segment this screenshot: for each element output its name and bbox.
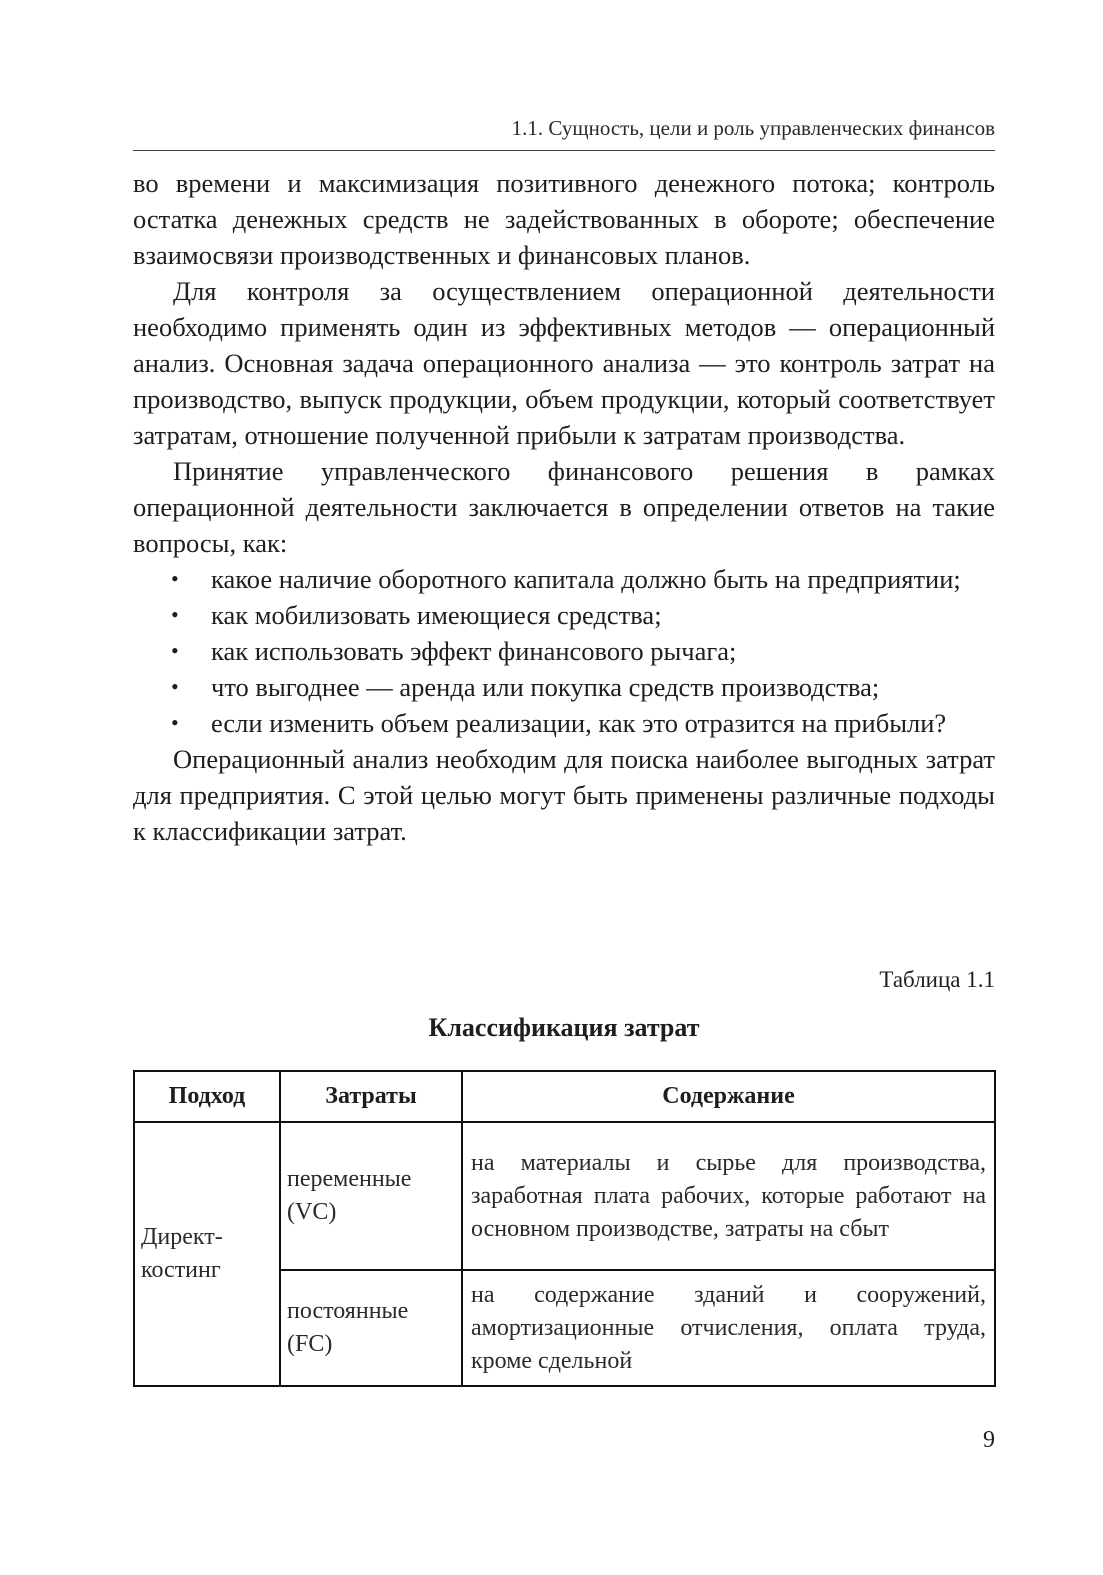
cost-type-cell: постоянные (FC): [280, 1270, 462, 1386]
bullet-icon: •: [171, 602, 179, 627]
list-item-text: как мобилизовать имеющиеся средства;: [211, 600, 662, 630]
list-item-text: что выгоднее — аренда или покупка средств производства;: [211, 672, 880, 702]
list-item: [133, 633, 995, 669]
bullet-icon: •: [171, 674, 179, 699]
list-item: [133, 597, 995, 633]
list-item: [133, 705, 995, 741]
approach-cell: Директ-костинг: [134, 1122, 280, 1386]
header-rule: [133, 150, 995, 151]
bullet-icon: •: [171, 710, 179, 735]
table-row: [134, 1122, 995, 1270]
list-item: [133, 669, 995, 705]
column-header-content: Содержание: [462, 1071, 995, 1122]
cost-type-cell: переменные (VC): [280, 1122, 462, 1270]
table-header-row: [134, 1071, 995, 1122]
paragraph-4: Операционный анализ необходим для поиска наиболее выгодных затрат для предприятия. С этой целью могут быть применены различные подходы к классификации затрат.: [133, 744, 995, 846]
column-header-costs: Затраты: [280, 1071, 462, 1122]
content-cell: на материалы и сырье для производства, заработная плата рабочих, которые работают на основном производстве, затраты на сбыт: [462, 1122, 995, 1270]
paragraph-3: Принятие управленческого финансового решения в рамках операционной деятельности заключается в определении ответов на такие вопросы, как:: [133, 456, 995, 558]
bullet-list: [133, 561, 995, 741]
content-cell: на содержание зданий и сооружений, амортизационные отчисления, оплата труда, кроме сдельной: [462, 1270, 995, 1386]
list-item: [133, 561, 995, 597]
bullet-icon: •: [171, 566, 179, 591]
running-header: 1.1. Сущность, цели и роль управленческих финансов: [511, 116, 995, 140]
page-number: 9: [983, 1427, 995, 1453]
table-number: Таблица 1.1: [879, 967, 995, 992]
bullet-icon: •: [171, 638, 179, 663]
table-title: Классификация затрат: [428, 1013, 700, 1042]
list-item-text: если изменить объем реализации, как это отразится на прибыли?: [211, 708, 947, 738]
paragraph-2: Для контроля за осуществлением операционной деятельности необходимо применять один из эффективных методов — операционный анализ. Основная задача операционного анализа — это контроль затрат на производство, выпуск продукции, объем продукции, который соответствует затратам, отношение полученной прибыли к затратам производства.: [133, 276, 995, 450]
column-header-approach: Подход: [134, 1071, 280, 1122]
list-item-text: какое наличие оборотного капитала должно быть на предприятии;: [211, 564, 961, 594]
paragraph-1: во времени и максимизация позитивного денежного потока; контроль остатка денежных средств не задействованных в обороте; обеспечение взаимосвязи производственных и финансовых планов.: [133, 168, 995, 270]
body-text: [133, 165, 995, 849]
list-item-text: как использовать эффект финансового рычага;: [211, 636, 737, 666]
cost-classification-table: [133, 1070, 996, 1387]
